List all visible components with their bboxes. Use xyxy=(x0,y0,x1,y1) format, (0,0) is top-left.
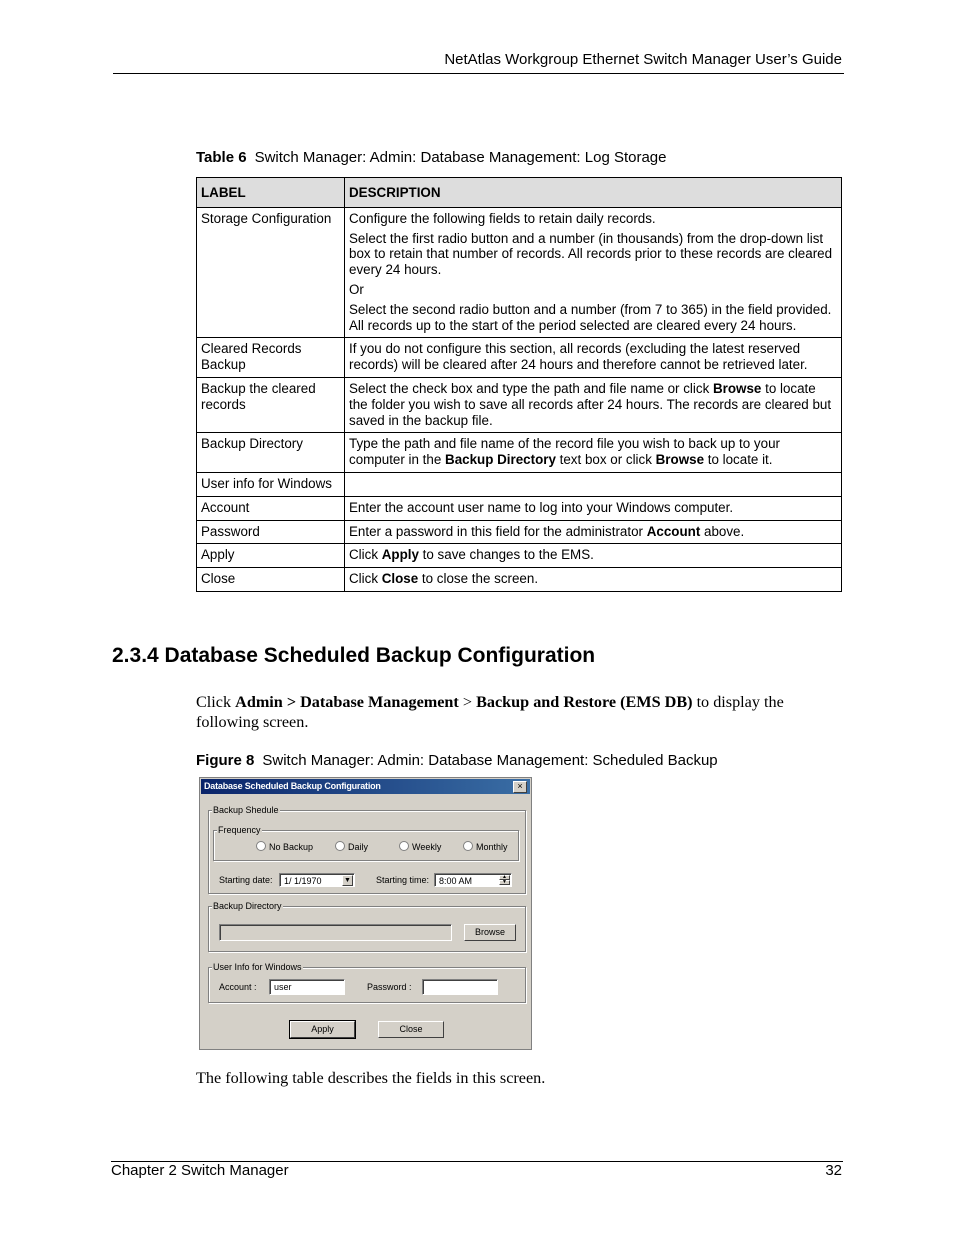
desc-text: Click xyxy=(349,547,382,563)
row-description xyxy=(345,520,842,544)
intro-paragraph xyxy=(196,692,836,732)
account-label: Account : xyxy=(219,982,257,992)
row-label: Close xyxy=(197,568,345,592)
desc-text: above. xyxy=(700,523,745,539)
table-caption-number: Table 6 xyxy=(196,149,247,166)
desc-text: to locate the folder you wish to save all records after 24 hours. The records are cleared but saved in the backup file. xyxy=(349,380,832,428)
backup-directory-group xyxy=(208,901,526,952)
browse-button[interactable]: Browse xyxy=(464,924,516,941)
table-caption xyxy=(196,149,667,166)
spin-up-icon[interactable]: ▲ xyxy=(499,875,510,880)
figure-caption-text: Switch Manager: Admin: Database Management: Scheduled Backup xyxy=(262,752,718,769)
apply-button[interactable]: Apply xyxy=(290,1021,355,1038)
desc-bold: Browse xyxy=(655,452,705,468)
row-description xyxy=(345,207,842,338)
row-description xyxy=(345,544,842,568)
backup-directory-input[interactable] xyxy=(219,924,452,941)
starting-time-label: Starting time: xyxy=(376,875,430,885)
backup-directory-label: Backup Directory xyxy=(213,901,282,911)
desc-paragraph: Select the first radio button and a number (in thousands) from the drop-down list box to retain that number of records. All records prior to these records are cleared every 24 hours. xyxy=(349,230,833,278)
frequency-group xyxy=(213,825,519,861)
table-header-row xyxy=(197,178,842,208)
log-storage-table xyxy=(196,177,842,592)
radio-no-backup[interactable] xyxy=(256,841,313,852)
radio-circle-icon xyxy=(335,841,345,851)
close-button[interactable]: Close xyxy=(378,1021,444,1038)
radio-label: Weekly xyxy=(412,842,442,852)
row-label: Storage Configuration xyxy=(197,207,345,338)
backup-schedule-group xyxy=(208,805,526,894)
radio-weekly[interactable] xyxy=(399,841,441,852)
desc-text: to locate it. xyxy=(704,452,773,468)
para-text: Click xyxy=(196,693,236,711)
radio-label: No Backup xyxy=(269,842,314,852)
close-icon[interactable]: × xyxy=(513,781,527,793)
desc-bold: Backup Directory xyxy=(445,452,556,468)
row-description xyxy=(345,472,842,496)
running-header: NetAtlas Workgroup Ethernet Switch Manager User’s Guide xyxy=(444,51,842,68)
figure-caption xyxy=(196,752,718,769)
dialog-title-bar xyxy=(201,779,530,794)
desc-text: Click xyxy=(349,571,382,587)
row-label: Backup the cleared records xyxy=(197,377,345,432)
desc-text: to save changes to the EMS. xyxy=(418,547,594,563)
page-number: 32 xyxy=(825,1162,842,1179)
starting-time-spinner[interactable] xyxy=(434,873,512,887)
radio-circle-icon xyxy=(256,841,266,851)
desc-bold: Account xyxy=(646,523,701,539)
header-label: LABEL xyxy=(197,178,345,208)
row-description xyxy=(345,433,842,473)
para-bold: Backup and Restore (EMS DB) xyxy=(476,693,693,711)
para-text: > xyxy=(458,693,477,711)
footer-chapter: Chapter 2 Switch Manager xyxy=(111,1162,289,1179)
radio-monthly[interactable] xyxy=(463,841,508,852)
account-input[interactable]: user xyxy=(269,979,345,995)
user-info-label: User Info for Windows xyxy=(213,962,302,972)
desc-text: Type the path and file name of the record file you wish to back up to your computer in the xyxy=(349,436,780,468)
row-description: Enter the account user name to log into your Windows computer. xyxy=(345,496,842,520)
row-label: Password xyxy=(197,520,345,544)
backup-schedule-label: Backup Shedule xyxy=(213,805,279,815)
table-row xyxy=(197,568,842,592)
row-label: Cleared Records Backup xyxy=(197,338,345,378)
table-row xyxy=(197,544,842,568)
row-description: If you do not configure this section, all records (excluding the latest reserved records) will be cleared after 24 hours and therefore cannot be retrieved later. xyxy=(345,338,842,378)
starting-date-picker[interactable] xyxy=(279,873,355,887)
frequency-label: Frequency xyxy=(218,825,261,835)
para-text: to display the following screen. xyxy=(196,693,784,731)
header-rule xyxy=(113,73,844,74)
password-input[interactable] xyxy=(422,979,498,995)
desc-paragraph: Or xyxy=(349,281,364,297)
desc-paragraph: Select the second radio button and a number (from 7 to 365) in the field provided. All records up to the start of the period selected are cleared every 24 hours. xyxy=(349,301,832,333)
scheduled-backup-dialog xyxy=(199,777,532,1050)
desc-bold: Apply xyxy=(381,547,419,563)
table-row xyxy=(197,207,842,338)
figure-caption-number: Figure 8 xyxy=(196,752,255,769)
desc-text: text box or click xyxy=(555,452,656,468)
starting-time-value: 8:00 AM xyxy=(439,876,473,886)
row-label: User info for Windows xyxy=(197,472,345,496)
table-row xyxy=(197,338,842,378)
row-label: Backup Directory xyxy=(197,433,345,473)
user-info-group xyxy=(208,962,526,1003)
row-label: Account xyxy=(197,496,345,520)
following-paragraph: The following table describes the fields in this screen. xyxy=(196,1069,546,1087)
desc-text: Select the check box and type the path and file name or click xyxy=(349,380,713,396)
para-bold: Admin > Database Management xyxy=(235,693,459,711)
table-row xyxy=(197,520,842,544)
desc-bold: Close xyxy=(381,571,419,587)
table-row xyxy=(197,377,842,432)
desc-paragraph: Configure the following fields to retain daily records. xyxy=(349,210,656,226)
desc-text: to close the screen. xyxy=(418,571,539,587)
header-description: DESCRIPTION xyxy=(345,178,842,208)
desc-bold: Browse xyxy=(713,380,762,396)
row-label: Apply xyxy=(197,544,345,568)
table-row xyxy=(197,496,842,520)
password-label: Password : xyxy=(367,982,412,992)
spin-down-icon[interactable]: ▼ xyxy=(499,880,510,885)
row-description xyxy=(345,377,842,432)
table-caption-text: Switch Manager: Admin: Database Management: Log Storage xyxy=(254,149,667,166)
table-row xyxy=(197,472,842,496)
dialog-title: Database Scheduled Backup Configuration xyxy=(204,781,381,791)
radio-circle-icon xyxy=(463,841,473,851)
starting-date-label: Starting date: xyxy=(219,875,273,885)
row-description xyxy=(345,568,842,592)
starting-date-value: 1/ 1/1970 xyxy=(284,876,322,886)
table-row xyxy=(197,433,842,473)
radio-daily[interactable] xyxy=(335,841,368,852)
radio-label: Monthly xyxy=(476,842,508,852)
desc-text: Enter a password in this field for the administrator xyxy=(349,523,647,539)
radio-circle-icon xyxy=(399,841,409,851)
radio-label: Daily xyxy=(348,842,369,852)
chevron-down-icon[interactable]: ▼ xyxy=(342,875,353,886)
section-title: 2.3.4 Database Scheduled Backup Configuration xyxy=(112,644,596,667)
